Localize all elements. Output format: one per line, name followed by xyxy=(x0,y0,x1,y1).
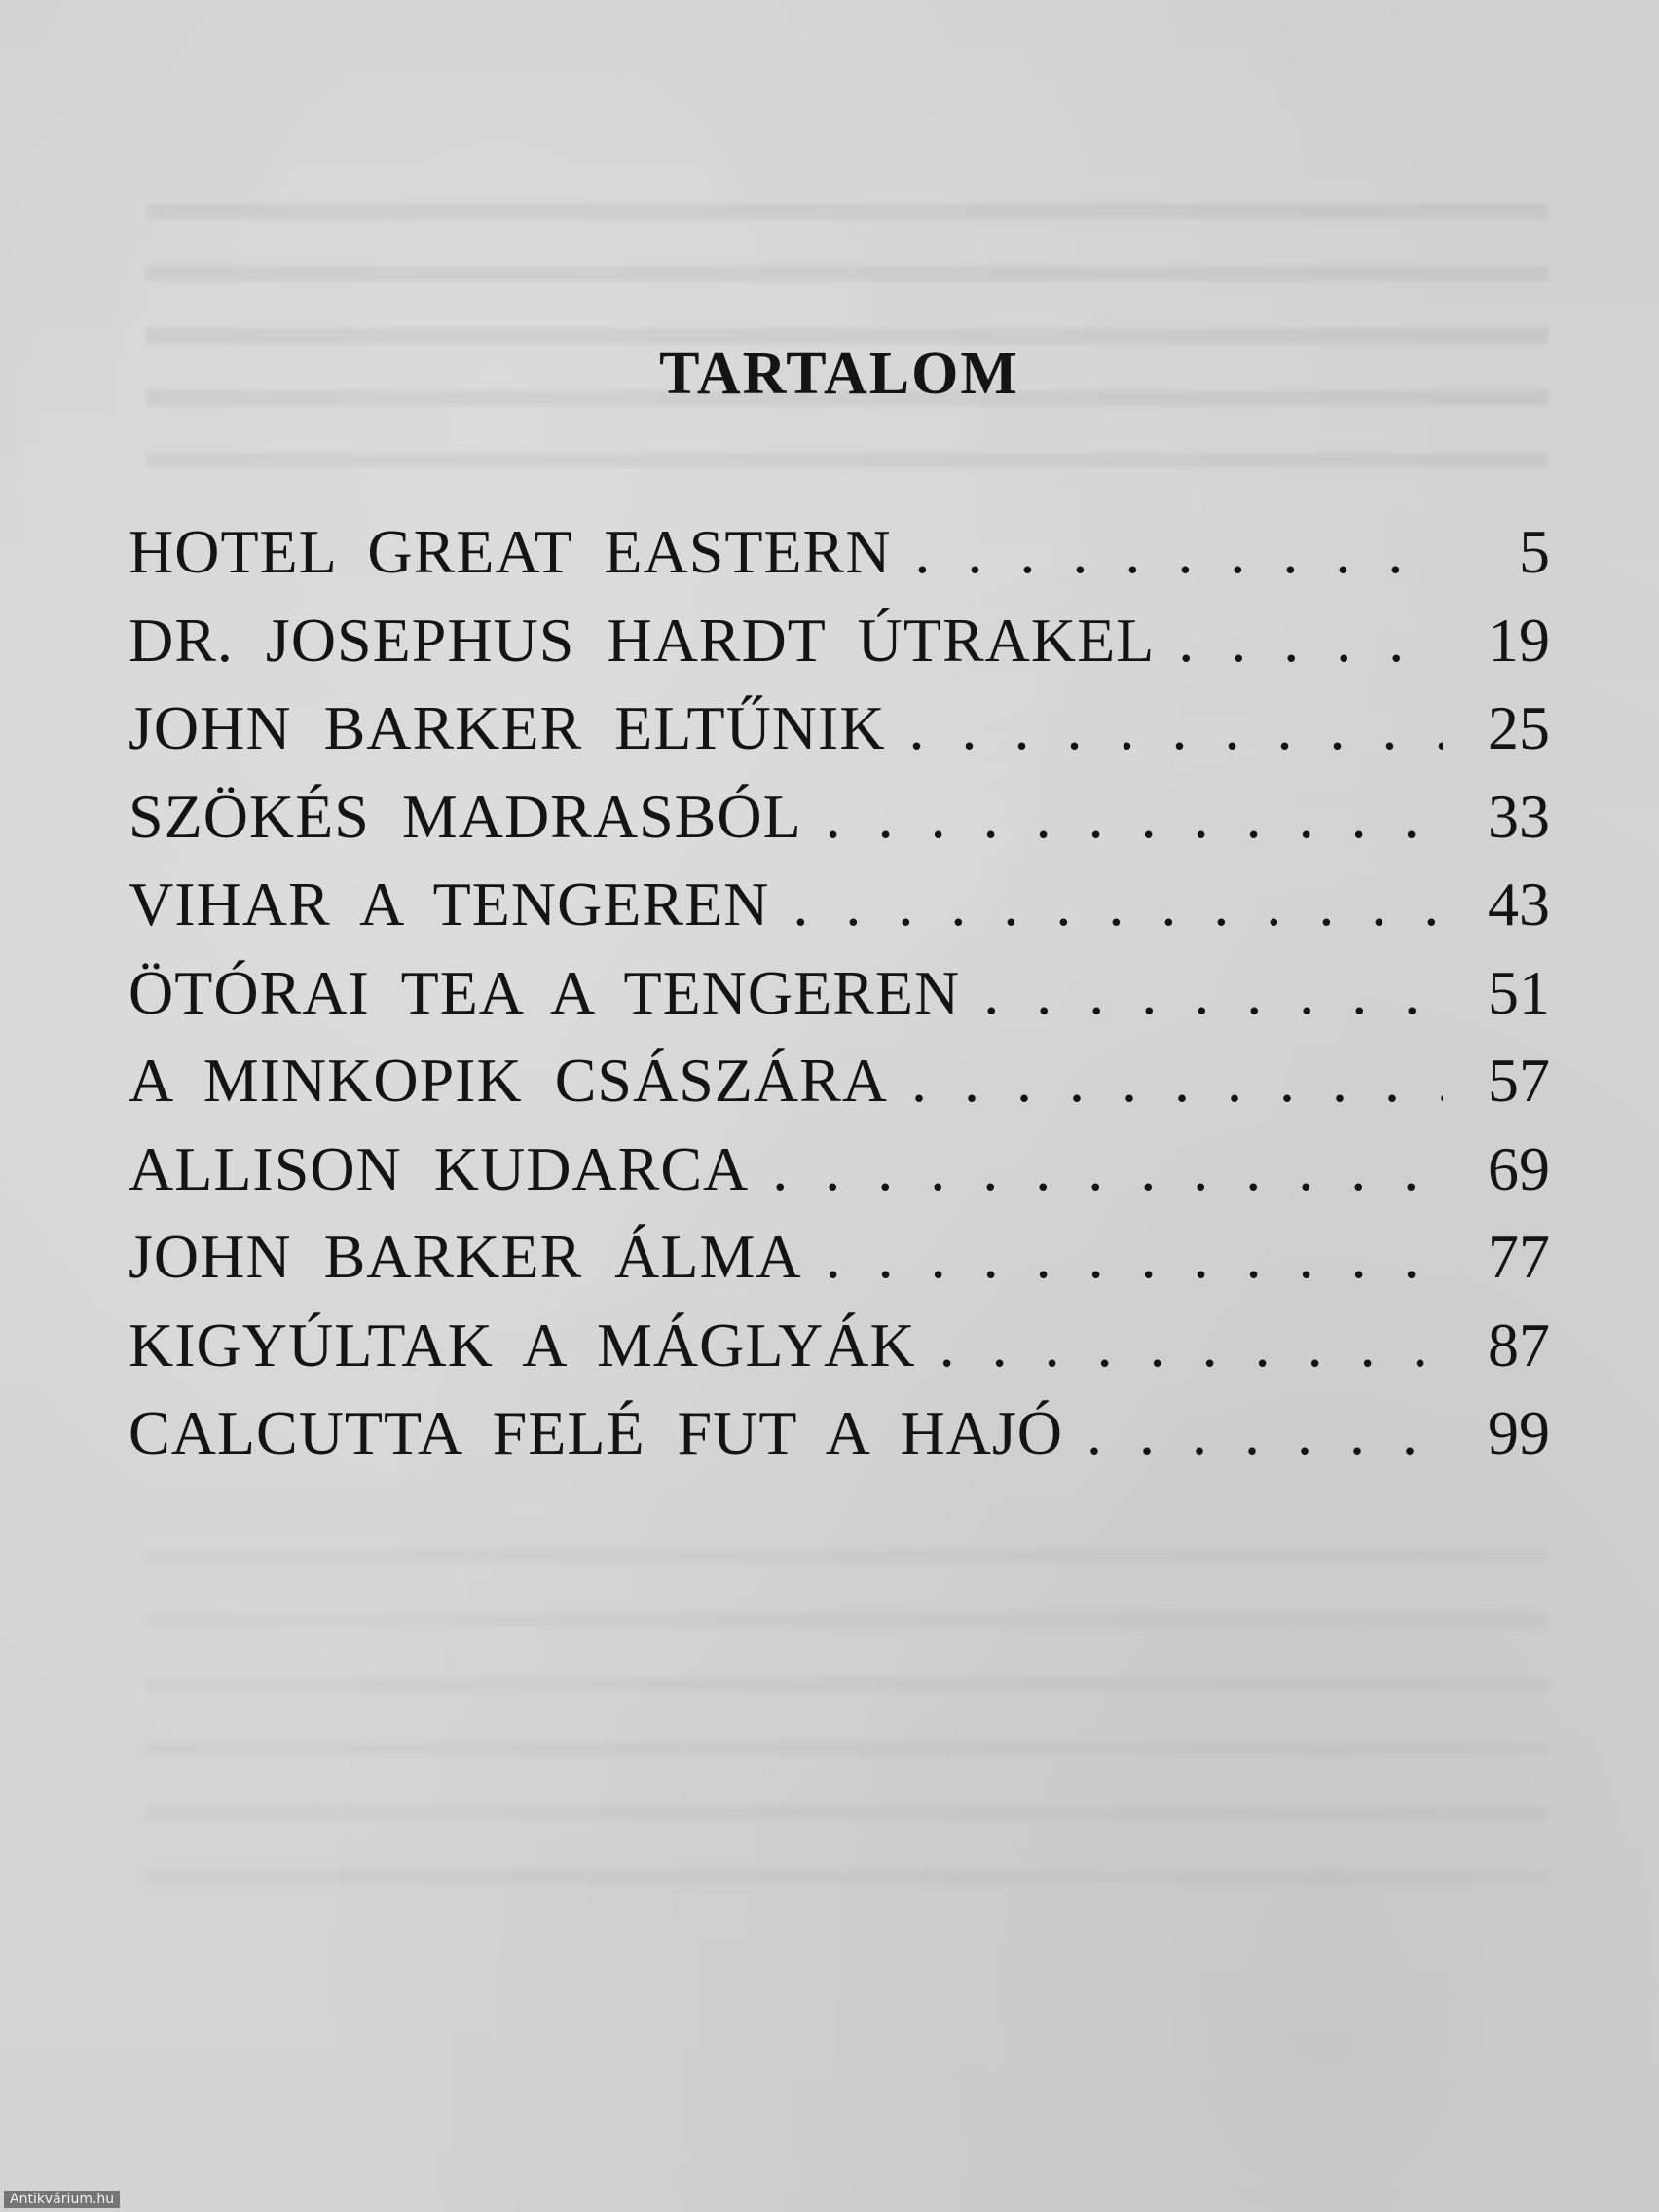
toc-entry xyxy=(129,773,1550,862)
toc-entry-title: ÖTÓRAI TEA A TENGEREN xyxy=(129,957,961,1027)
toc-entry-page: 99 xyxy=(1488,1398,1550,1467)
toc-entry xyxy=(129,508,1550,597)
toc-entry xyxy=(129,861,1550,949)
toc-entry-title: HOTEL GREAT EASTERN xyxy=(129,517,892,586)
toc-entry-page: 5 xyxy=(1519,517,1550,586)
dot-leader xyxy=(826,773,1443,861)
watermark: Antikvárium.hu xyxy=(4,2191,120,2208)
table-of-contents xyxy=(129,508,1550,1478)
toc-entry-title: VIHAR A TENGEREN xyxy=(129,869,770,939)
toc-entry-title: ALLISON KUDARCA xyxy=(129,1133,750,1203)
toc-entry xyxy=(129,1389,1550,1478)
toc-entry-title: JOHN BARKER ELTŰNIK xyxy=(129,693,886,762)
page-title: TARTALOM xyxy=(659,341,1019,407)
toc-entry-title: A MINKOPIK CSÁSZÁRA xyxy=(129,1046,888,1115)
dot-leader xyxy=(793,861,1443,948)
bleed-through-text xyxy=(146,175,1548,467)
dot-leader xyxy=(909,684,1443,772)
toc-entry-page: 69 xyxy=(1488,1133,1550,1203)
toc-entry-title: KIGYÚLTAK A MÁGLYÁK xyxy=(129,1309,916,1380)
toc-entry-page: 51 xyxy=(1488,957,1550,1027)
toc-entry-title: JOHN BARKER ÁLMA xyxy=(129,1222,802,1291)
toc-entry xyxy=(129,1213,1550,1302)
dot-leader xyxy=(940,1302,1443,1389)
dot-leader xyxy=(914,508,1443,596)
toc-entry-title: CALCUTTA FELÉ FUT A HAJÓ xyxy=(129,1398,1063,1467)
toc-entry-title: DR. JOSEPHUS HARDT ÚTRAKEL xyxy=(129,605,1156,675)
toc-entry-page: 77 xyxy=(1488,1222,1550,1291)
dot-leader xyxy=(1087,1389,1443,1477)
dot-leader xyxy=(911,1037,1443,1124)
bleed-through-text-lower xyxy=(146,1519,1548,1928)
toc-entry xyxy=(129,684,1550,773)
toc-entry-page: 57 xyxy=(1488,1046,1550,1115)
dot-leader xyxy=(772,1125,1443,1213)
toc-entry-page: 87 xyxy=(1488,1309,1550,1380)
toc-entry xyxy=(129,1302,1550,1390)
toc-entry xyxy=(129,949,1550,1038)
toc-entry xyxy=(129,1037,1550,1125)
toc-entry xyxy=(129,1125,1550,1214)
dot-leader xyxy=(826,1213,1443,1301)
toc-entry xyxy=(129,597,1550,685)
dot-leader xyxy=(1178,597,1443,684)
dot-leader xyxy=(983,949,1443,1037)
toc-entry-page: 19 xyxy=(1488,605,1550,675)
toc-entry-title: SZÖKÉS MADRASBÓL xyxy=(129,781,802,851)
toc-entry-page: 33 xyxy=(1488,781,1550,851)
toc-entry-page: 25 xyxy=(1488,693,1550,762)
toc-entry-page: 43 xyxy=(1488,869,1550,939)
